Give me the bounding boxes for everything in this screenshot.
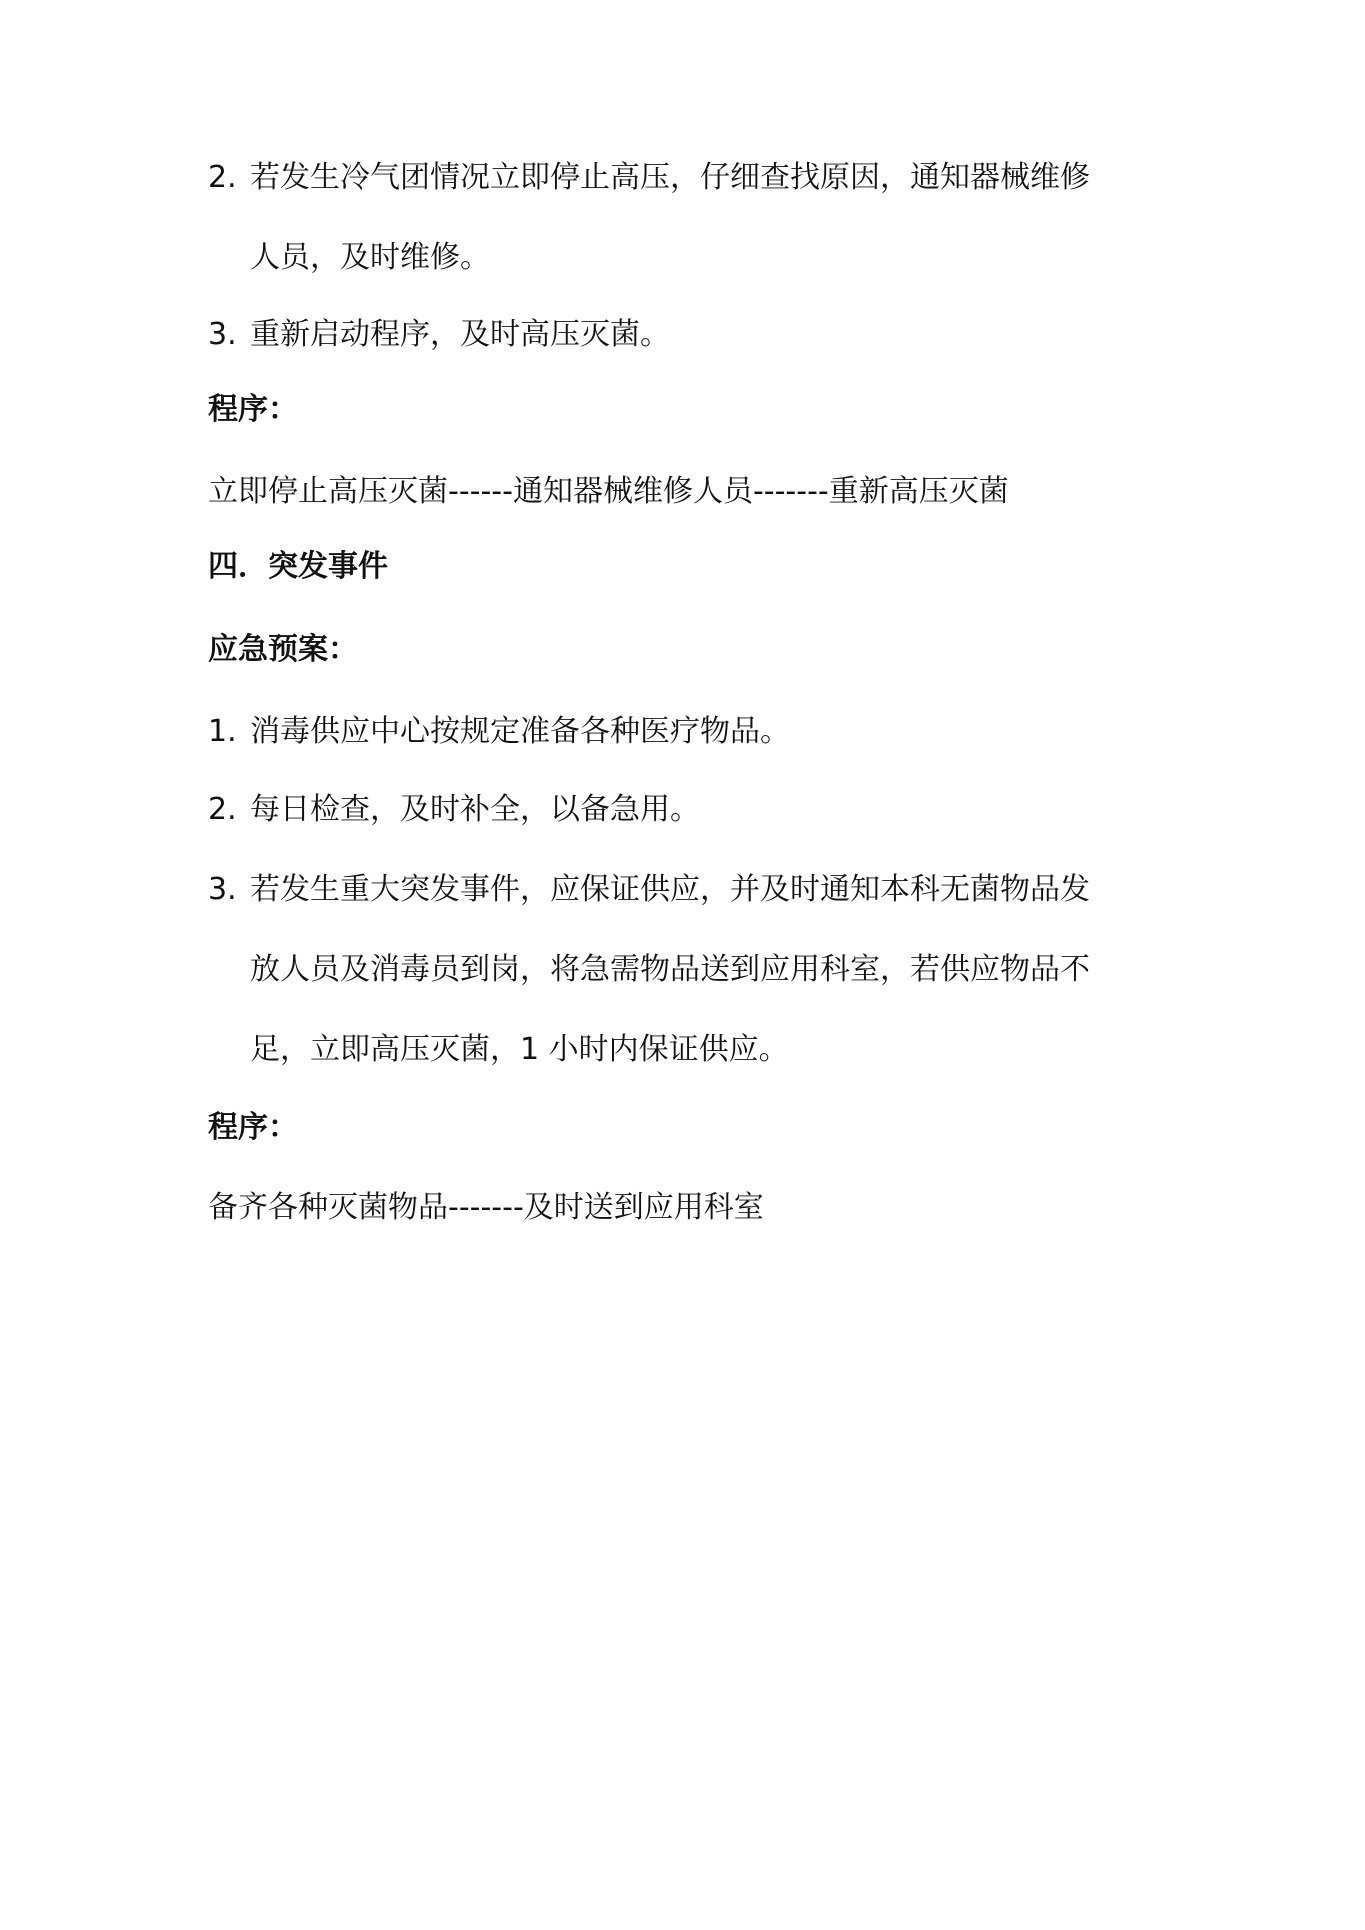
list-item-text: 每日检查，及时补全，以备急用。 xyxy=(250,792,700,827)
list-item xyxy=(208,870,1090,910)
list-item xyxy=(208,315,670,355)
list-item-continuation: 足，立即高压灭菌，1 小时内保证供应。 xyxy=(250,1032,789,1067)
list-item xyxy=(208,712,790,752)
procedure-text: 备齐各种灭菌物品-------及时送到应用科室 xyxy=(208,1190,764,1225)
list-item-number: 3. xyxy=(208,872,237,907)
procedure-text: 立即停止高压灭菌------通知器械维修人员-------重新高压灭菌 xyxy=(208,474,1009,509)
list-item-number: 2. xyxy=(208,160,237,195)
list-item-number: 3. xyxy=(208,317,237,352)
list-item-continuation: 人员，及时维修。 xyxy=(250,240,490,275)
procedure-heading: 程序： xyxy=(208,1110,298,1145)
list-item-text: 若发生重大突发事件，应保证供应，并及时通知本科无菌物品发 xyxy=(250,872,1090,907)
list-item-number: 2. xyxy=(208,792,237,827)
section-heading: 四．突发事件 xyxy=(208,549,388,584)
procedure-heading: 程序： xyxy=(208,392,298,427)
plan-heading: 应急预案： xyxy=(208,632,358,667)
list-item xyxy=(208,790,700,830)
list-item-text: 若发生冷气团情况立即停止高压，仔细查找原因，通知器械维修 xyxy=(250,160,1090,195)
list-item xyxy=(208,158,1090,198)
list-item-text: 重新启动程序，及时高压灭菌。 xyxy=(250,317,670,352)
list-item-text: 消毒供应中心按规定准备各种医疗物品。 xyxy=(250,714,790,749)
list-item-number: 1. xyxy=(208,714,237,749)
list-item-continuation: 放人员及消毒员到岗，将急需物品送到应用科室，若供应物品不 xyxy=(250,952,1090,987)
